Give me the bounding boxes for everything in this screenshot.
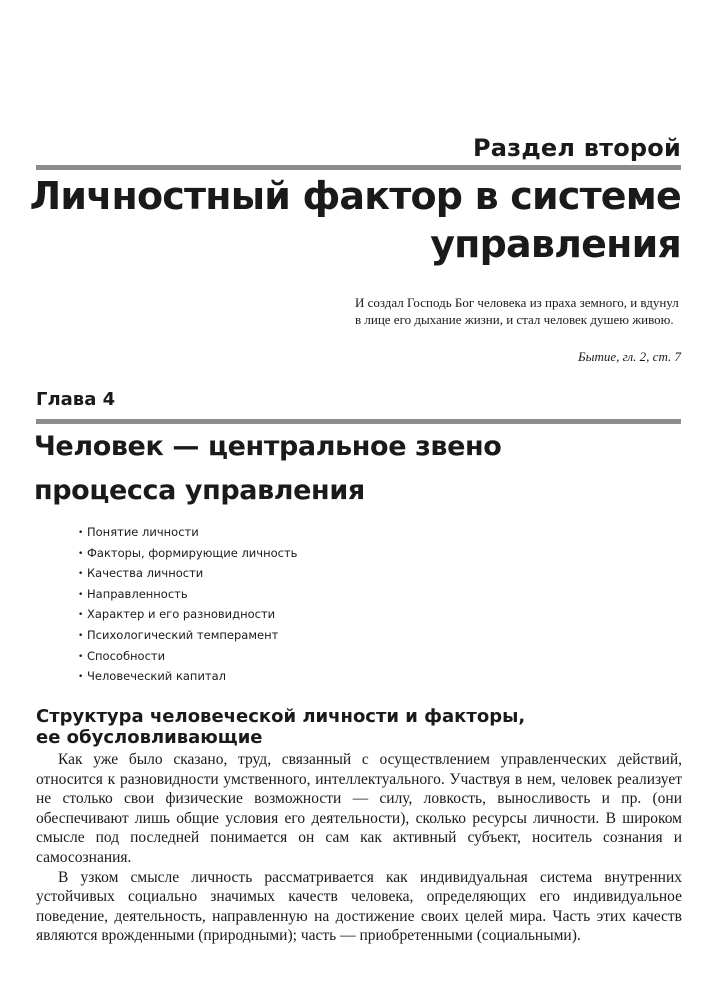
epigraph: И создал Господь Бог человека из праха земного, и вдунул в лице его дыхание жизни, и стал человек душею живою. [355, 295, 679, 327]
epigraph-source: Бытие, гл. 2, ст. 7 [577, 349, 681, 364]
list-item [78, 564, 297, 585]
list-item [78, 544, 297, 565]
topic-label: Психологический темперамент [87, 627, 279, 642]
section-rule [36, 165, 681, 170]
bullet-icon: • [78, 651, 84, 662]
list-item [78, 523, 297, 544]
chapter-title [34, 425, 694, 513]
bullet-icon: • [78, 630, 84, 641]
subheading-line: Структура человеческой личности и факторы, [36, 706, 526, 727]
topic-label: Человеческий капитал [87, 669, 227, 684]
part-title-line: Личностный фактор в системе [29, 174, 681, 218]
chapter-title-line: процесса управления [34, 475, 365, 506]
chapter-label: Глава 4 [36, 389, 116, 410]
topic-label: Характер и его разновидности [87, 607, 276, 622]
part-title-line: управления [430, 222, 681, 266]
topic-label: Качества личности [87, 566, 204, 581]
list-item [78, 647, 297, 668]
paragraph: В узком смысле личность рассматривается как индивидуальная система внутренних устойчивых социально значимых качеств человека, определяющих его индивидуальное поведение, деятельность, направленную на достижение своих целей мира. Часть этих качеств являются врожденными (природными); часть — приобретенными (социальными). [36, 868, 682, 945]
bullet-icon: • [78, 672, 84, 683]
list-item [78, 605, 297, 626]
bullet-icon: • [78, 589, 84, 600]
section-subheading [36, 706, 682, 748]
section-label: Раздел второй [473, 134, 681, 162]
body-text [36, 750, 682, 946]
subheading-line: ее обусловливающие [36, 727, 263, 748]
chapter-topics-list [78, 523, 297, 688]
list-item [78, 585, 297, 606]
bullet-icon: • [78, 610, 84, 621]
topic-label: Способности [87, 648, 166, 663]
chapter-rule [36, 419, 681, 424]
paragraph: Как уже было сказано, труд, связанный с осуществлением управленческих действий, относится к разновидности умственного, интеллектуального. Участвуя в нем, человек реализует не столько свои физические возможности — силу, ловкость, выносливость и пр. (они обеспечивают лишь общие условия его деятельности), сколько ресурсы личности. В широком смысле под последней понимается он сам как активный субъект, носитель сознания и самосознания. [36, 751, 682, 866]
topic-label: Факторы, формирующие личность [87, 545, 298, 560]
list-item [78, 667, 297, 688]
list-item [78, 626, 297, 647]
topic-label: Направленность [87, 586, 188, 601]
bullet-icon: • [78, 569, 84, 580]
bullet-icon: • [78, 548, 84, 559]
chapter-title-line: Человек — центральное звено [34, 431, 502, 462]
part-title [21, 172, 681, 268]
topic-label: Понятие личности [87, 525, 199, 539]
bullet-icon: • [78, 528, 84, 538]
